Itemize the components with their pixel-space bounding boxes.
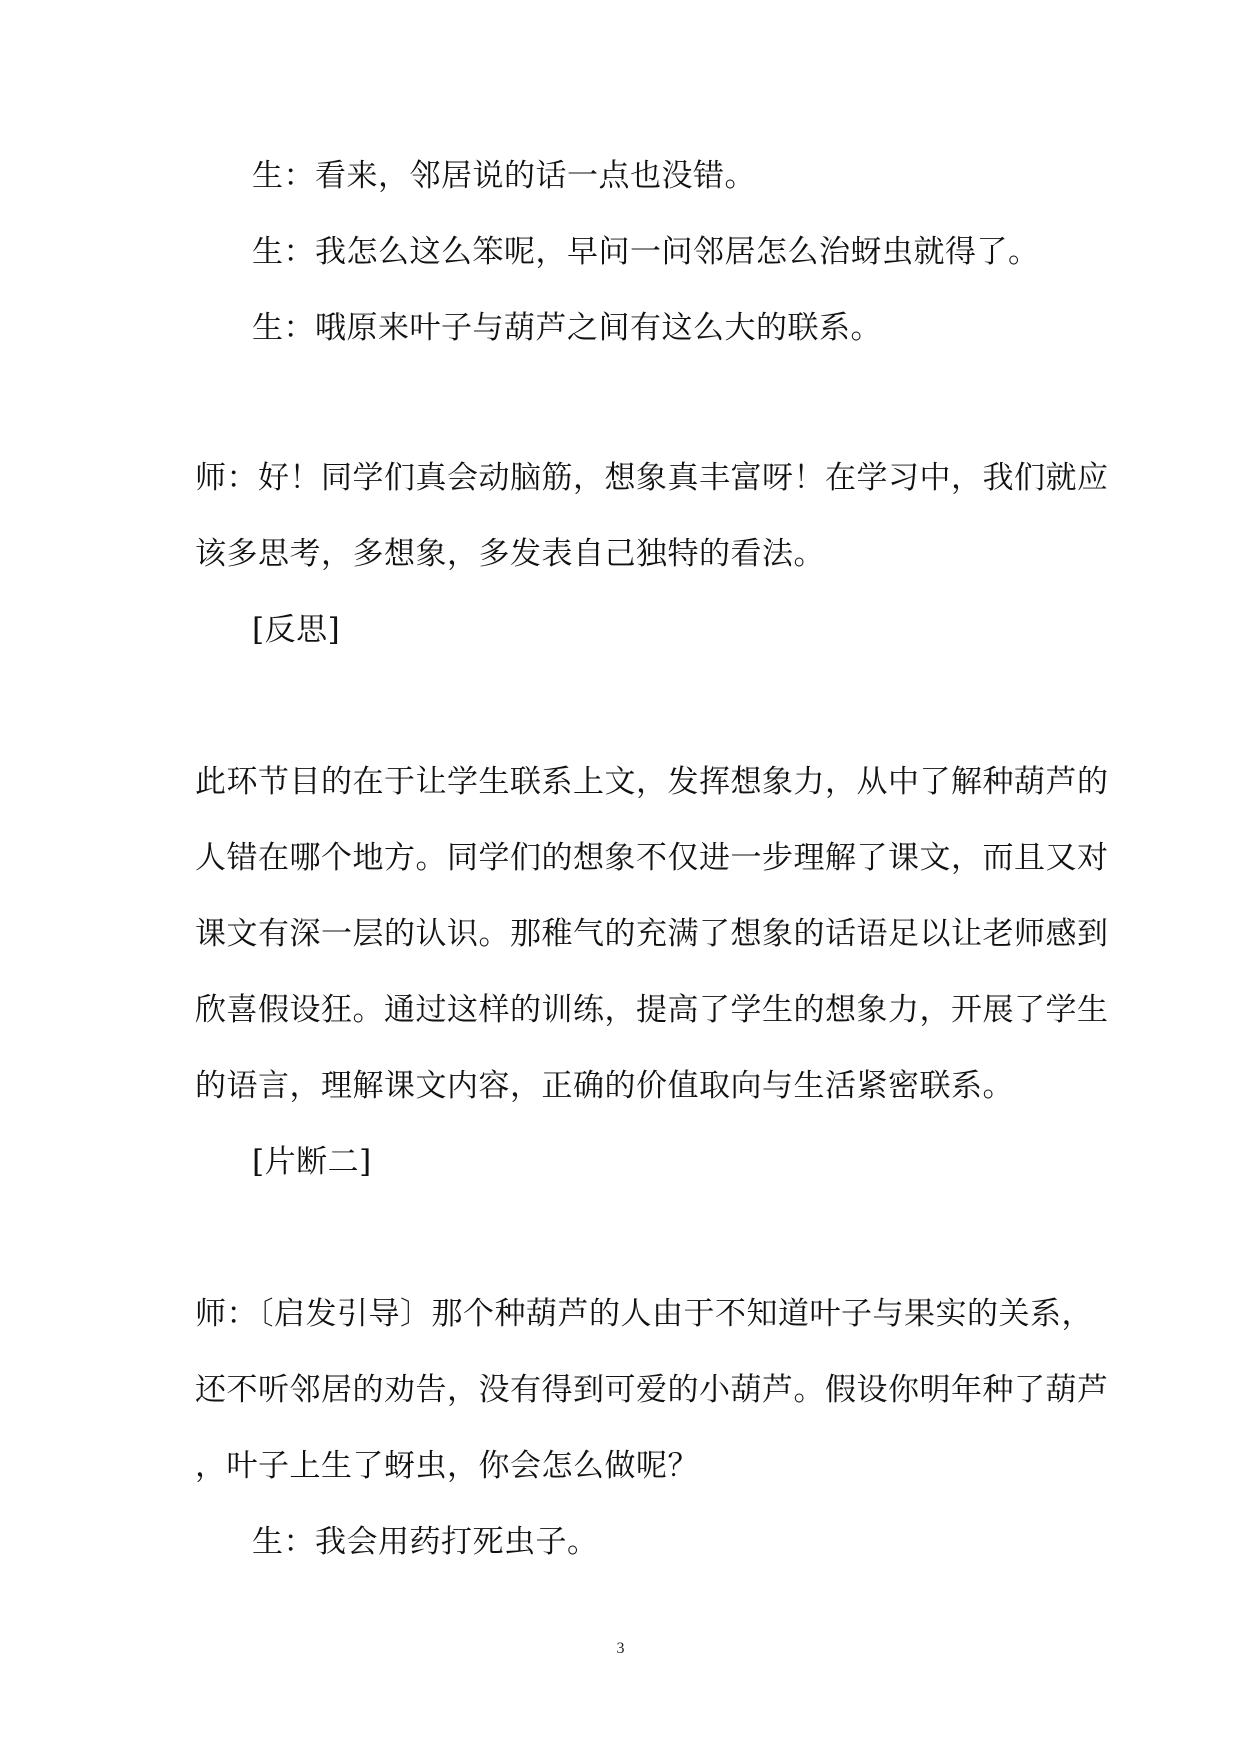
paragraph-line: 生：我会用药打死虫子。: [252, 1524, 599, 1560]
paragraph-line: ，叶子上生了蚜虫，你会怎么做呢？: [195, 1448, 699, 1484]
page-number: 3: [616, 1640, 625, 1657]
paragraph-line: 师：好！同学们真会动脑筋，想象真丰富呀！在学习中，我们就应: [195, 460, 1109, 496]
paragraph-line: 生：看来，邻居说的话一点也没错。: [252, 158, 756, 194]
paragraph-line: 人错在哪个地方。同学们的想象不仅进一步理解了课文，而且又对: [195, 840, 1109, 876]
paragraph-line: 此环节目的在于让学生联系上文，发挥想象力，从中了解种葫芦的: [195, 764, 1109, 800]
paragraph-line: 的语言，理解课文内容，正确的价值取向与生活紧密联系。: [195, 1068, 1014, 1104]
paragraph-line: 师：〔启发引导〕那个种葫芦的人由于不知道叶子与果实的关系，: [195, 1296, 1093, 1332]
paragraph-line: 生：哦原来叶子与葫芦之间有这么大的联系。: [252, 310, 882, 346]
paragraph-line: 该多思考，多想象，多发表自己独特的看法。: [195, 536, 825, 572]
paragraph-line: 欣喜假设狂。通过这样的训练，提高了学生的想象力，开展了学生: [195, 992, 1109, 1028]
paragraph-line: 生：我怎么这么笨呢，早问一问邻居怎么治蚜虫就得了。: [252, 234, 1040, 270]
paragraph-line: 课文有深一层的认识。那稚气的充满了想象的话语足以让老师感到: [195, 916, 1109, 952]
paragraph-line: 还不听邻居的劝告，没有得到可爱的小葫芦。假设你明年种了葫芦: [195, 1372, 1109, 1408]
section-heading: [片断二]: [252, 1144, 372, 1180]
section-heading: [反思]: [252, 612, 341, 648]
